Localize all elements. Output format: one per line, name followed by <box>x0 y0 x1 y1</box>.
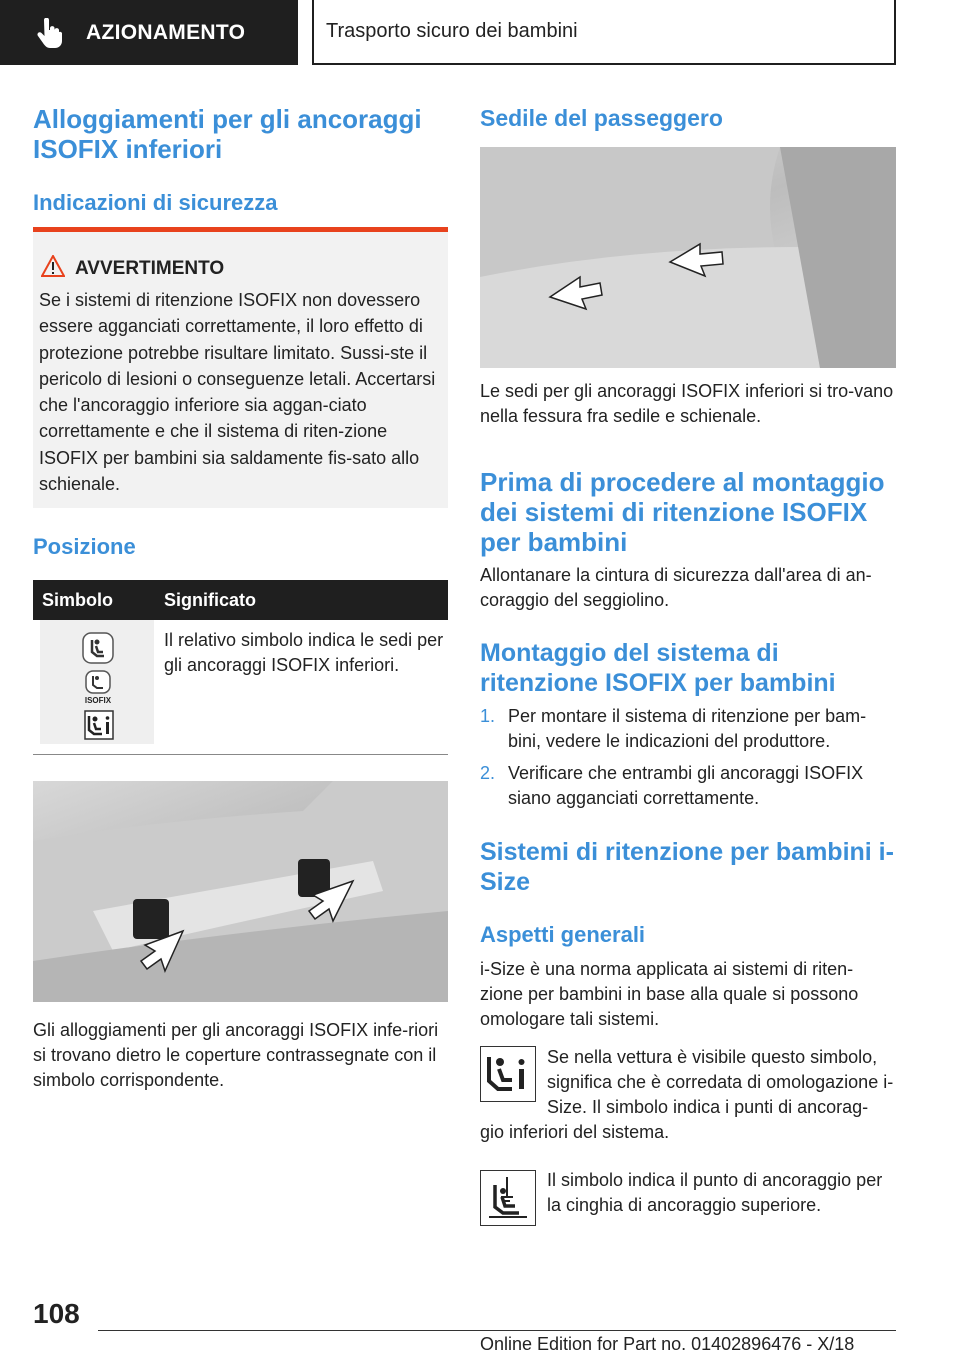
page-title: Alloggiamenti per gli ancoraggi ISOFIX inferiori <box>33 104 422 164</box>
step-number: 1. <box>480 706 496 726</box>
table-divider <box>33 754 448 755</box>
rear-seat-photo <box>33 781 448 1002</box>
position-heading: Posizione <box>33 534 136 559</box>
isofix-icon-label: ISOFIX <box>84 696 112 705</box>
isize-heading: Sistemi di ritenzione per bambini i-Size <box>480 838 894 896</box>
isize-seat-icon <box>84 710 114 740</box>
edition-footer: Online Edition for Part no. 01402896476 - X/18 <box>480 1334 855 1354</box>
general-heading: Aspetti generali <box>480 922 646 947</box>
warning-box <box>33 227 448 508</box>
passenger-heading: Sedile del passeggero <box>480 105 723 131</box>
top-tether-anchor-icon <box>481 1171 534 1224</box>
passenger-caption: Le sedi per gli ancoraggi ISOFIX inferiori si tro-vano nella fessura fra sedile e schienale. <box>480 381 894 426</box>
tether-symbol-box <box>480 1170 536 1226</box>
before-mounting-heading: Prima di procedere al montaggio dei sistemi di ritenzione ISOFIX per bambini <box>480 467 885 557</box>
page-number: 108 <box>33 1298 80 1329</box>
chapter-title: Trasporto sicuro dei bambini <box>312 0 896 65</box>
section-tab <box>0 0 298 65</box>
step-text: Per montare il sistema di ritenzione per bam-bini, vedere le indicazioni del produttore. <box>508 706 867 751</box>
rear-photo-caption: Gli alloggiamenti per gli ancoraggi ISOFIX infe-riori si trovano dietro le coperture contrassegnate con il simbolo corrispondente. <box>33 1020 439 1090</box>
list-item <box>480 761 896 811</box>
symbol-meaning: Il relativo simbolo indica le sedi per gli ancoraggi ISOFIX inferiori. <box>164 630 444 675</box>
step-text: Verificare che entrambi gli ancoraggi ISOFIX siano agganciati correttamente. <box>508 763 864 808</box>
mounting-heading: Montaggio del sistema di ritenzione ISOFIX per bambini <box>480 639 836 697</box>
safety-subtitle: Indicazioni di sicurezza <box>33 190 278 215</box>
symbol-table-header <box>33 580 448 620</box>
general-text: i-Size è una norma applicata ai sistemi di riten-zione per bambini in base alla quale si possono omologare tali sistemi. <box>480 959 859 1029</box>
warning-triangle-icon <box>41 255 65 277</box>
col-header-meaning: Significato <box>164 590 257 610</box>
passenger-seat-illustration <box>480 147 896 368</box>
col-header-symbol: Simbolo <box>42 590 113 610</box>
passenger-seat-photo <box>480 147 896 368</box>
rear-seat-illustration <box>33 781 448 1002</box>
footer-rule <box>98 1330 896 1331</box>
step-number: 2. <box>480 763 496 783</box>
hand-pointer-icon <box>36 18 62 48</box>
before-mounting-text: Allontanare la cintura di sicurezza dall'area di an-coraggio del seggiolino. <box>480 565 872 610</box>
section-title: AZIONAMENTO <box>86 20 246 44</box>
mounting-steps <box>480 704 896 818</box>
symbol-cell <box>40 620 154 744</box>
list-item <box>480 704 896 754</box>
tether-symbol-text: Il simbolo indica il punto di ancoraggio per la cinghia di ancoraggio superiore. <box>547 1170 883 1215</box>
isize-symbol-box <box>480 1046 536 1102</box>
warning-title: AVVERTIMENTO <box>75 258 225 279</box>
warning-text: Se i sistemi di ritenzione ISOFIX non dovessero essere agganciati correttamente, il loro effetto di protezione potrebbe risultare limitato. Sussi-ste il pericolo di lesioni o conseguenze letali. Accertarsi che l'ancoraggio inferiore sia aggan-ciato correttamente e che il sistema di riten-zione ISOFIX per bambini sia saldamente fis-sato allo schienale. <box>39 290 436 495</box>
isize-symbol-text: Se nella vettura è visibile questo simbolo, significa che è corredata di omologazione i-Size. Il simbolo indica i punti di ancorag- <box>547 1047 894 1117</box>
isize-symbol-text-cont: gio inferiori del sistema. <box>480 1122 670 1142</box>
isize-seat-icon <box>481 1047 534 1100</box>
isofix-seat-icon <box>82 632 114 664</box>
